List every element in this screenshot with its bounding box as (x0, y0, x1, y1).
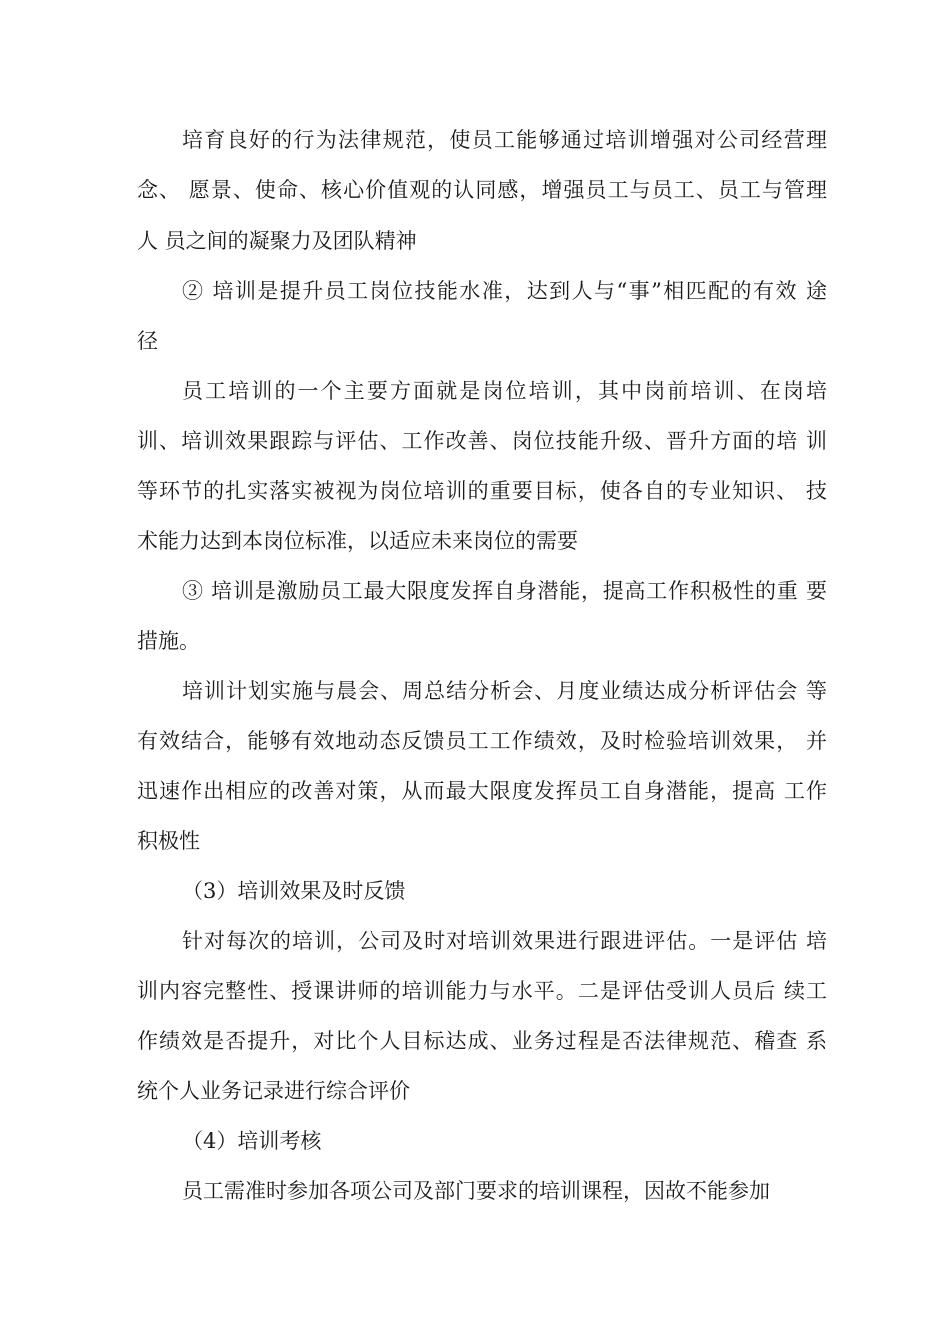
paragraph-1-line-1: 培育良好的行为法律规范，使员工能够通过培训增强对公司经营理 (182, 128, 827, 152)
section-heading-4: （4）培训考核 (182, 1129, 322, 1153)
paragraph-5-line-2: 有效结合，能够有效地动态反馈员工工作绩效，及时检验培训效果， 并 (137, 729, 827, 753)
paragraph-1-line-3: 人 员之间的凝聚力及团队精神 (137, 229, 417, 253)
paragraph-3-line-3: 等环节的扎实落实被视为岗位培训的重要目标，使各自的专业知识、 技 (137, 479, 827, 503)
paragraph-6-line-2: 训内容完整性、授课讲师的培训能力与水平。二是评估受训人员后 续工 (137, 979, 827, 1003)
paragraph-5-line-1: 培训计划实施与晨会、周总结分析会、月度业绩达成分析评估会 等 (182, 679, 827, 703)
paragraph-3-line-2: 训、培训效果跟踪与评估、工作改善、岗位技能升级、晋升方面的培 训 (137, 429, 827, 453)
section-heading-3: （3）培训效果及时反馈 (182, 879, 406, 903)
paragraph-7-line-1: 员工需准时参加各项公司及部门要求的培训课程，因故不能参加 (182, 1179, 770, 1203)
paragraph-4-line-2: 措施。 (137, 629, 200, 653)
paragraph-6-line-3: 作绩效是否提升，对比个人目标达成、业务过程是否法律规范、稽查 系 (137, 1029, 827, 1053)
paragraph-1-line-2: 念、 愿景、使命、核心价值观的认同感，增强员工与员工、员工与管理 (137, 178, 827, 202)
paragraph-4-line-1: ③ 培训是激励员工最大限度发挥自身潜能，提高工作积极性的重 要 (182, 579, 827, 603)
paragraph-6-line-1: 针对每次的培训，公司及时对培训效果进行跟进评估。一是评估 培 (182, 929, 827, 953)
paragraph-2-line-1: ② 培训是提升员工岗位技能水准，达到人与“事”相匹配的有效 途 (182, 279, 827, 303)
paragraph-5-line-3: 迅速作出相应的改善对策，从而最大限度发挥员工自身潜能，提高 工作 (137, 779, 827, 803)
paragraph-3-line-1: 员工培训的一个主要方面就是岗位培训，其中岗前培训、在岗培 (182, 379, 827, 403)
paragraph-3-line-4: 术能力达到本岗位标准，以适应未来岗位的需要 (137, 529, 578, 553)
paragraph-6-line-4: 统个人业务记录进行综合评价 (137, 1079, 410, 1103)
paragraph-2-line-2: 径 (137, 329, 158, 353)
paragraph-5-line-4: 积极性 (137, 829, 200, 853)
